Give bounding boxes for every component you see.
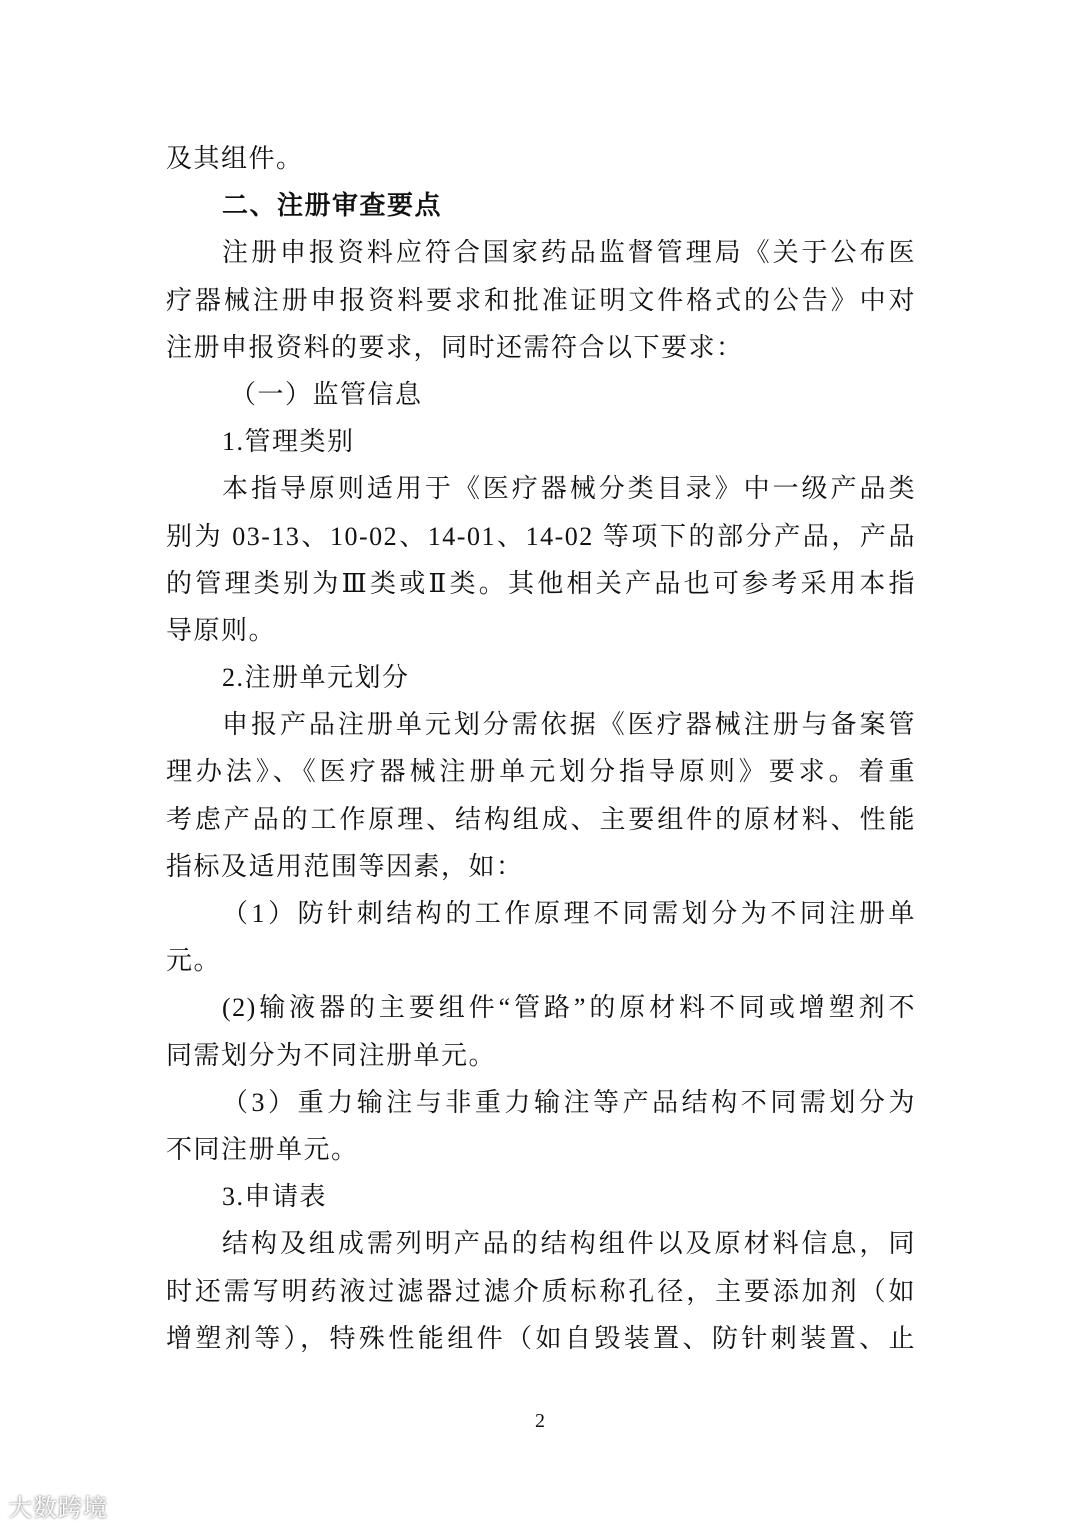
text-line: 结构及组成需列明产品的结构组件以及原材料信息，同 <box>222 1229 916 1259</box>
text-line: （一）监管信息 <box>230 379 423 409</box>
text-line: （3）重力输注与非重力输注等产品结构不同需划分为 <box>222 1087 916 1117</box>
text-line: 2.注册单元划分 <box>222 663 410 693</box>
section-heading: 二、注册审查要点 <box>222 191 443 221</box>
text-line: 考虑产品的工作原理、结构组成、主要组件的原材料、性能 <box>166 804 916 834</box>
text-line: 指标及适用范围等因素，如： <box>166 851 524 881</box>
page-number: 2 <box>535 1410 545 1432</box>
text-line: 本指导原则适用于《医疗器械分类目录》中一级产品类 <box>222 474 916 504</box>
text-line: 别为 03-13、10-02、14-01、14-02 等项下的部分产品，产品 <box>166 521 916 551</box>
text-line: 元。 <box>166 946 222 976</box>
watermark-logo: 大数跨境 <box>8 1494 108 1522</box>
text-line: 理办法》、《医疗器械注册单元划分指导原则》要求。着重 <box>166 757 916 787</box>
text-line: 注册申报资料应符合国家药品监督管理局《关于公布医 <box>222 238 916 268</box>
text-line: 不同注册单元。 <box>166 1134 359 1164</box>
text-line: 增塑剂等），特殊性能组件（如自毁装置、防针刺装置、止 <box>166 1323 916 1353</box>
text-line: 3.申请表 <box>222 1182 328 1212</box>
text-line: (2)输液器的主要组件“管路”的原材料不同或增塑剂不 <box>222 993 916 1023</box>
text-line: 1.管理类别 <box>222 427 355 457</box>
text-line: 的管理类别为Ⅲ类或Ⅱ类。其他相关产品也可参考采用本指 <box>166 568 916 598</box>
text-line: 申报产品注册单元划分需依据《医疗器械注册与备案管 <box>222 710 916 740</box>
text-line: 同需划分为不同注册单元。 <box>166 1040 497 1070</box>
text-line: 注册申报资料的要求，同时还需符合以下要求： <box>166 332 744 362</box>
document-body <box>166 135 916 1362</box>
text-line: 导原则。 <box>166 615 277 645</box>
text-line: 及其组件。 <box>166 144 304 173</box>
text-line: （1）防针刺结构的工作原理不同需划分为不同注册单 <box>222 899 916 928</box>
text-line: 时还需写明药液过滤器过滤介质标称孔径，主要添加剂（如 <box>166 1276 916 1306</box>
text-line: 疗器械注册申报资料要求和批准证明文件格式的公告》中对 <box>166 285 916 315</box>
